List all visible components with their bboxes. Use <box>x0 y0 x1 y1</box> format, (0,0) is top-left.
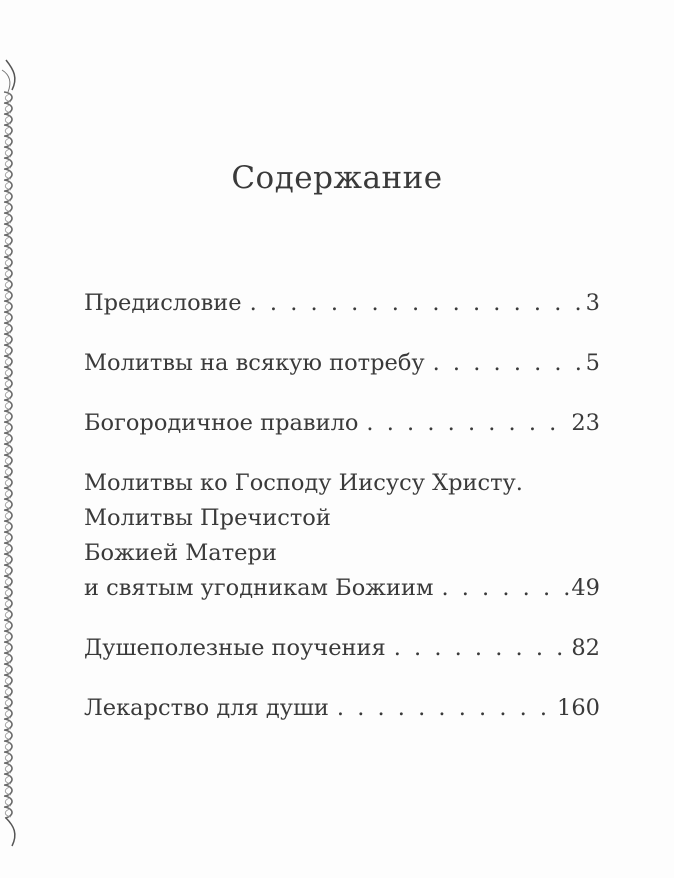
leader-dots <box>366 406 569 441</box>
toc-entry-title: Богородичное правило <box>84 410 359 436</box>
toc-entry-title: Лекарство для души <box>84 695 329 721</box>
toc-entry-title-line-4: и святым угодникам Божиим <box>84 575 434 601</box>
toc-entry-title-line-3: Божией Матери <box>84 540 277 566</box>
toc-page-number: 82 <box>571 635 600 661</box>
leader-dots <box>394 631 570 666</box>
toc-entry-prayers-to-christ-and-saints[interactable] <box>84 466 600 606</box>
toc-entry-medicine-for-the-soul[interactable] <box>84 691 600 726</box>
toc-entry-title: Душеполезные поучения <box>84 635 386 661</box>
toc-entry-title-line-2: Молитвы Пречистой <box>84 505 331 531</box>
toc-page-number: 3 <box>585 290 600 316</box>
leader-dots <box>250 286 584 321</box>
toc-entry-title: Предисловие <box>84 290 242 316</box>
toc-entry-prayers-for-every-need[interactable] <box>84 346 600 381</box>
leader-dots <box>433 346 584 381</box>
toc-page-number: 49 <box>571 575 600 601</box>
toc-entry-theotokos-rule[interactable] <box>84 406 600 441</box>
toc-entry-preface[interactable] <box>84 286 600 321</box>
page-title: Содержание <box>231 160 443 196</box>
decorative-border-ornament <box>0 0 26 878</box>
toc-entry-title-line-1: Молитвы ко Господу Иисусу Христу. <box>84 470 523 496</box>
toc-page-number: 160 <box>557 695 600 721</box>
leader-dots <box>441 571 569 606</box>
toc-page-number: 23 <box>571 410 600 436</box>
toc-entry-edifying-teachings[interactable] <box>84 631 600 666</box>
toc-entry-title: Молитвы на всякую потребу <box>84 350 425 376</box>
toc-page-number: 5 <box>585 350 600 376</box>
leader-dots <box>337 691 555 726</box>
table-of-contents <box>84 286 600 751</box>
